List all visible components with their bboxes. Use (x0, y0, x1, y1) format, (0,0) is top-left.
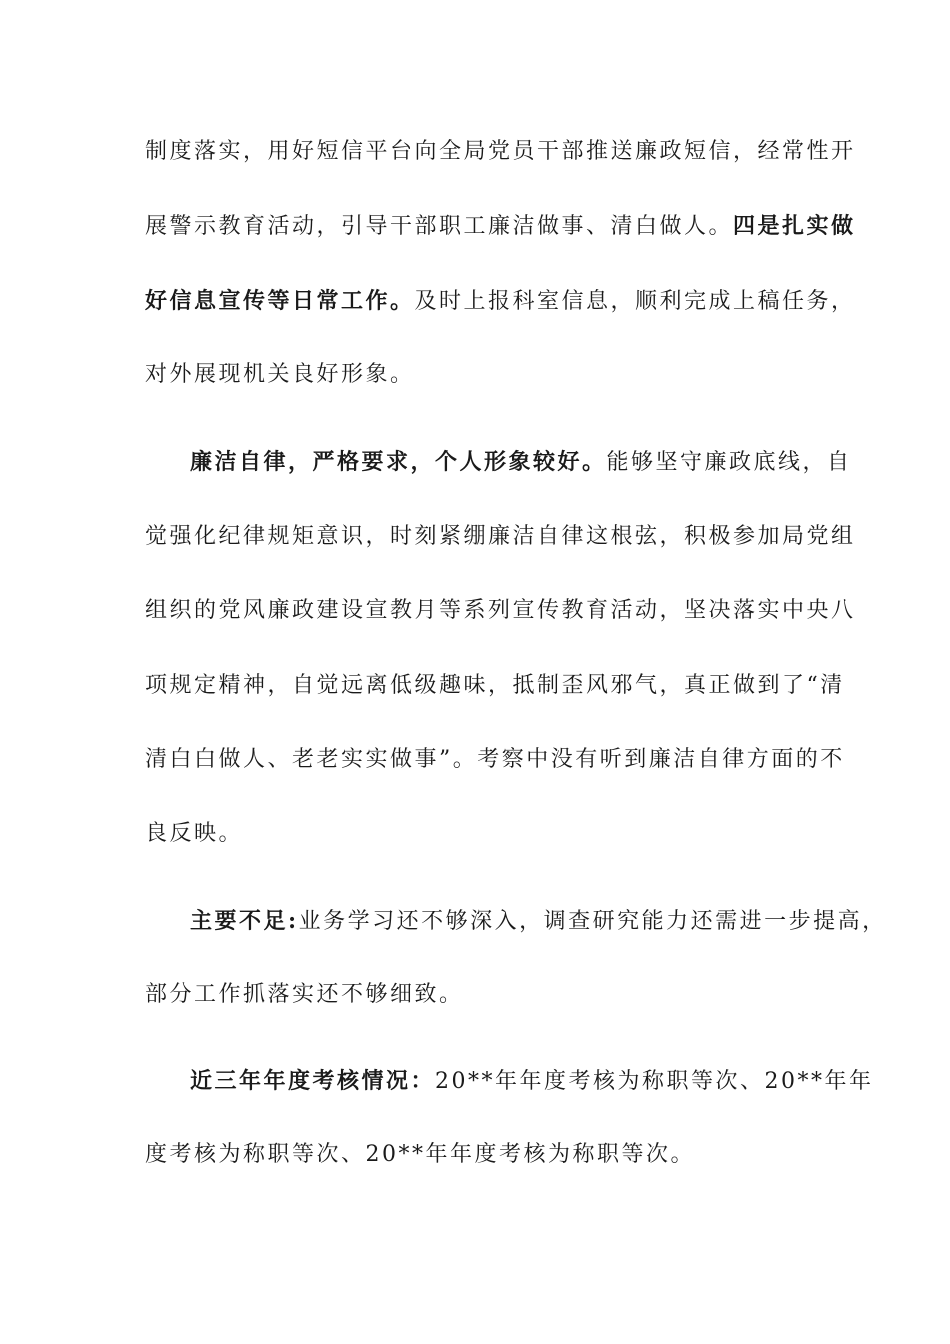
text: 业务学习还不够深入，调查研究能力还需进一步提高， (298, 909, 887, 934)
text: 及时上报科室信息，顺利完成上稿任务， (414, 289, 856, 314)
bold-heading-text: 廉洁自律，严格要求，个人形象较好。 (190, 449, 607, 475)
text: 制度落实，用好短信平台向全局党员干部推送廉政短信，经常性开 (145, 139, 856, 164)
text: 组织的党风廉政建设宣教月等系列宣传教育活动，坚决落实中央八 (145, 598, 856, 623)
bold-heading-text: 近三年年度考核情况： (190, 1068, 436, 1094)
text: 项规定精神，自觉远离低级趣味，抵制歪风邪气，真正做到了“清 (145, 673, 845, 698)
text-line (145, 137, 856, 167)
text: 能够坚守廉政底线，自 (606, 450, 852, 475)
text: 清白白做人、老老实实做事”。考察中没有听到廉洁自律方面的不 (145, 747, 845, 772)
text-line (145, 286, 856, 317)
text-line (190, 447, 852, 478)
text-line (145, 819, 243, 849)
text-line (145, 522, 856, 552)
text: 觉强化纪律规矩意识，时刻紧绷廉洁自律这根弦，积极参加局党组 (145, 524, 856, 549)
text-line (145, 1140, 695, 1170)
text: 度考核为称职等次、20**年年度考核为称职等次。 (145, 1142, 695, 1167)
text: 部分工作抓落实还不够细致。 (145, 982, 464, 1007)
text-line (145, 360, 415, 390)
text-line (145, 671, 845, 701)
text: 展警示教育活动，引导干部职工廉洁做事、清白做人。 (145, 214, 734, 239)
text-line (145, 211, 856, 242)
text-line (145, 596, 856, 626)
text-line (190, 1066, 874, 1097)
text: 20**年年度考核为称职等次、20**年年 (435, 1069, 874, 1094)
text: 良反映。 (145, 821, 244, 846)
text-line (145, 745, 845, 775)
bold-heading-text: 四是扎实做 (733, 213, 856, 239)
bold-heading-text: 好信息宣传等日常工作。 (145, 288, 415, 314)
text-line (145, 980, 464, 1010)
bold-heading-text: 主要不足: (190, 908, 299, 934)
text: 对外展现机关良好形象。 (145, 362, 415, 387)
text-line (190, 906, 887, 937)
